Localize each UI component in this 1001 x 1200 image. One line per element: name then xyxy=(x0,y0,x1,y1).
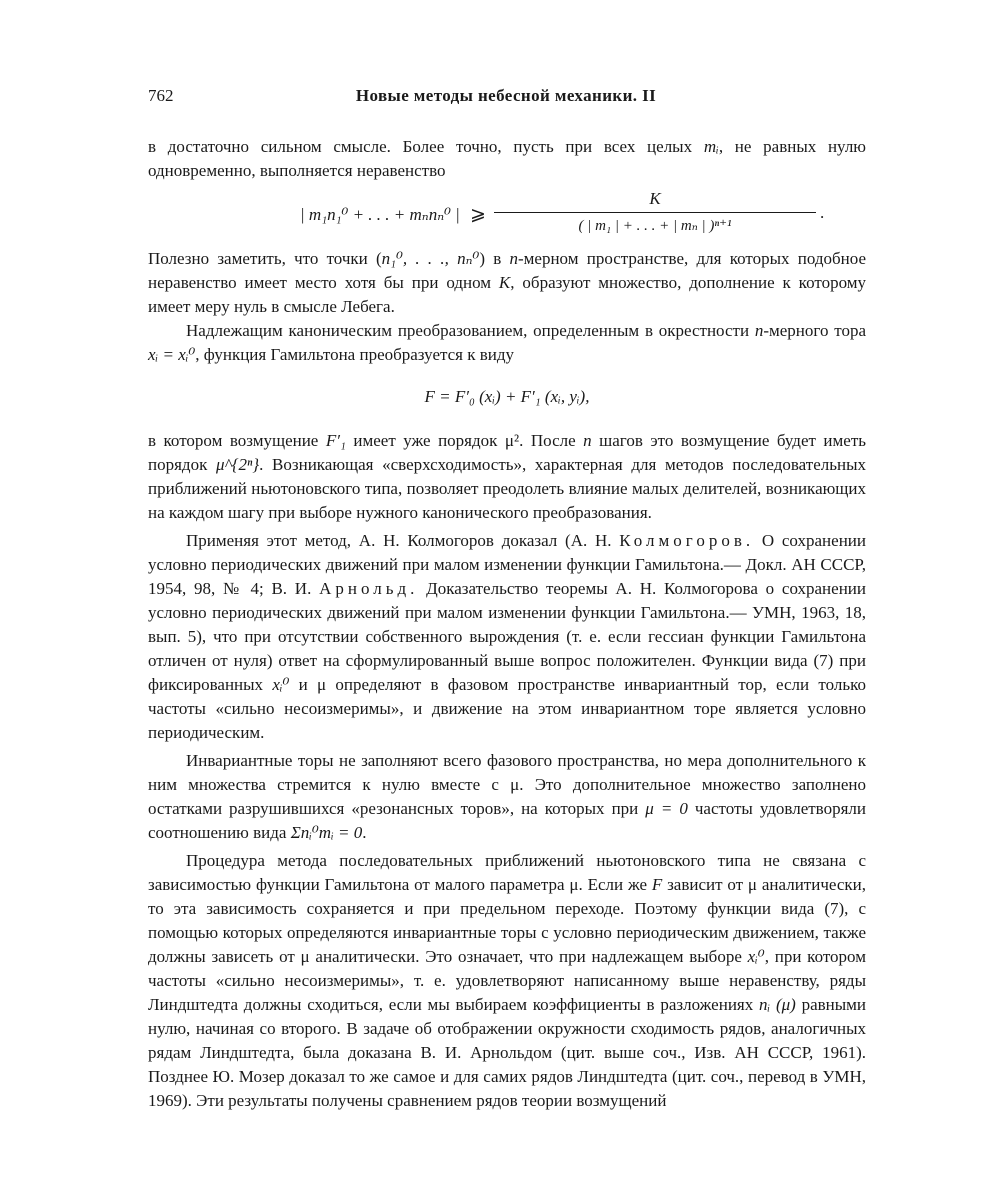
math-mi: mᵢ xyxy=(703,137,719,156)
page-number: 762 xyxy=(148,86,174,105)
paragraph-6: Инвариантные торы не заполняют всего фазового пространства, но мера дополнительного к ним множества стремится к нулю вместе с μ. Это дополнительное множество заполнено остатками разрушившихся «резонансных торов», на которых при μ = 0 частоты удовлетворяли соотношению вида Σnᵢ⁰mᵢ = 0. xyxy=(148,751,866,842)
formula-numerator: K xyxy=(494,189,816,213)
formula-relation: ⩾ xyxy=(470,204,486,225)
paragraph-2: Полезно заметить, что точки (n₁⁰, . . ., nₙ⁰) в n-мерном пространстве, для которых подобное неравенство имеет место хотя бы при одном K, образуют множество, дополнение к которому имеет меру нуль в смысле Лебега. xyxy=(148,249,866,316)
formula-fraction xyxy=(494,189,816,235)
paragraph-1: в достаточно сильном смысле. Более точно, пусть при всех целых mᵢ, не равных нулю одновременно, выполняется неравенство xyxy=(148,137,866,180)
formula-end: . xyxy=(820,203,825,222)
inequality-formula xyxy=(148,187,866,243)
page-header xyxy=(148,86,864,110)
formula-denominator: ( | m₁ | + . . . + | mₙ | )ⁿ⁺¹ xyxy=(578,218,732,234)
article-body xyxy=(148,135,866,1113)
formula-lhs: | m₁n₁⁰ + . . . + mₙnₙ⁰ | xyxy=(300,205,460,224)
paragraph-7: Процедура метода последовательных приближений ньютоновского типа не связана с зависимостью функции Гамильтона от малого параметра μ. Если же F зависит от μ аналитически, то эта зависимость сохраняется и при предельном переходе. Поэтому функции вида (7), с помощью которых определяются инвариантные торы с условно периодическим движением, также должны зависеть от μ аналитически. Это означает, что при надлежащем выборе xᵢ⁰, при котором частоты «сильно несоизмеримы», т. е. удовлетворяют написанному выше неравенству, ряды Линдштедта должны сходиться, если мы выбираем коэффициенты в разложениях nᵢ (μ) равными нулю, начиная со второго. В задаче об отображении окружности сходимость рядов, аналогичных рядам Линдштедта, была доказана В. И. Арнольдом (цит. выше соч., Изв. АН СССР, 1961). Позднее Ю. Мозер доказал то же самое и для самих рядов Линдштедта (цит. соч., перевод в УМН, 1969). Эти результаты получены сравнением рядов теории возмущений xyxy=(148,851,867,1110)
paragraph-4: в котором возмущение F′₁ имеет уже порядок μ². После n шагов это возмущение будет иметь порядок μ^{2ⁿ}. Возникающая «сверхсходимость», характерная для методов последовательных приближений ньютоновского типа, позволяет преодолеть влияние малых делителей, возникающих на каждом шагу при выборе нужного канонического преобразования. xyxy=(148,431,867,522)
paragraph-5: Применяя этот метод, А. Н. Колмогоров доказал (А. Н. Колмогоров. О сохранении условно периодических движений при малом изменении функции Гамильтона.— Докл. АН СССР, 1954, 98, № 4; В. И. Арнольд. Доказательство теоремы А. Н. Колмогорова о сохранении условно периодических движений при малом изменении функции Гамильтона.— УМН, 1963, 18, вып. 5), что при отсутствии собственного вырождения (т. е. если гессиан функции Гамильтона отличен от нуля) ответ на сформулированный выше вопрос положителен. Функции вида (7) при фиксированных xᵢ⁰ и μ определяют в фазовом пространстве инвариантный тор, если только частоты «сильно несоизмеримы», и движение на этом инвариантном торе является условно периодическим. xyxy=(148,531,867,742)
paragraph-3: Надлежащим каноническим преобразованием, определенным в окрестности n-мерного тора xᵢ = xᵢ⁰, функция Гамильтона преобразуется к виду xyxy=(148,321,866,364)
running-title: Новые методы небесной механики. II xyxy=(355,86,657,105)
hamiltonian-formula: F = F′₀ (xᵢ) + F′₁ (xᵢ, yᵢ), xyxy=(424,387,590,406)
